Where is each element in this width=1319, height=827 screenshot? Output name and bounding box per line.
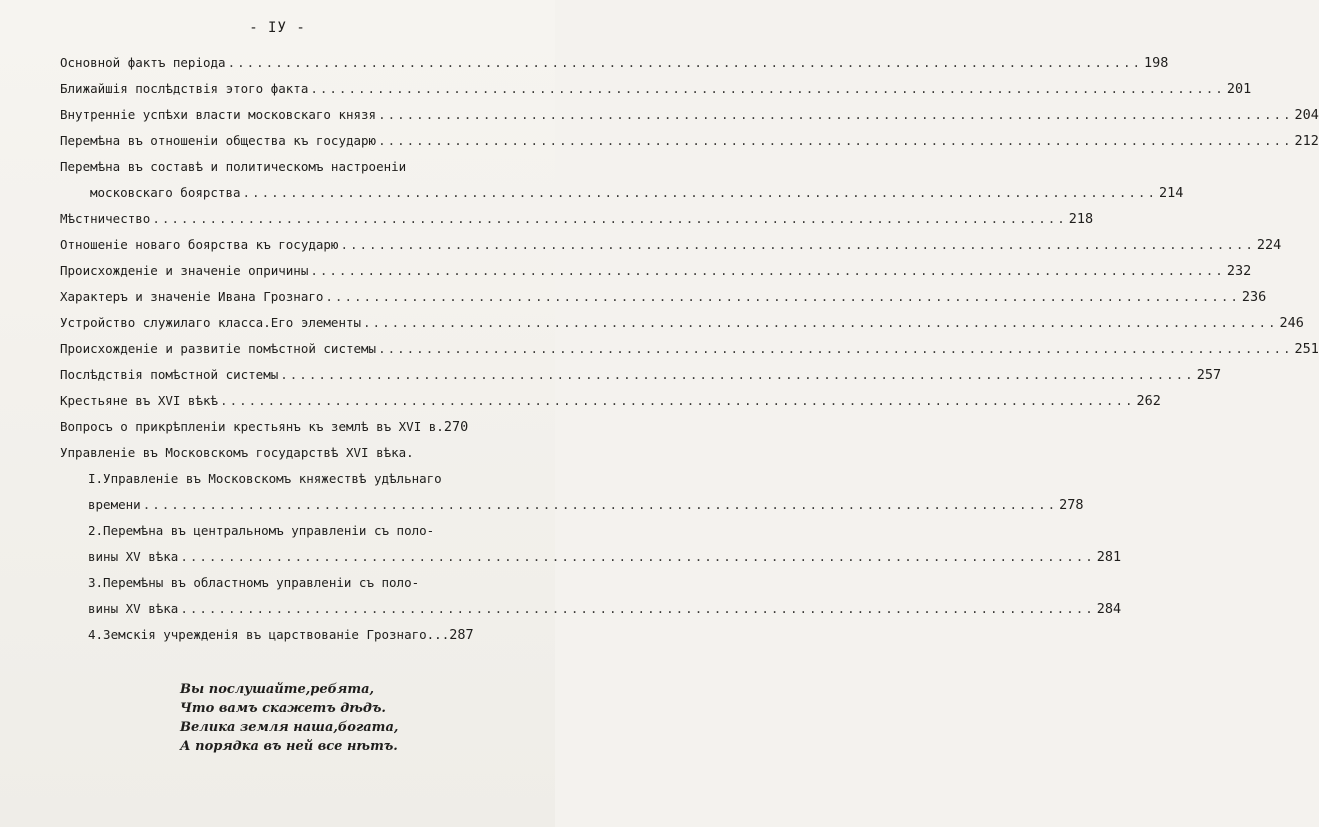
toc-entry [60, 128, 1319, 154]
dot-leader: ................................................................................................ [180, 601, 1095, 616]
toc-entry [60, 206, 1094, 232]
toc-entry-title: Перемѣна въ составѣ и политическомъ настроеніи [60, 159, 407, 174]
toc-entry-title: Вопросъ о прикрѣпленіи крестьянъ къ землѣ въ XVI в. [60, 419, 444, 434]
verse-line: А порядка въ ней все нѣтъ. [180, 739, 398, 754]
toc-entry-title-continued: времени [88, 497, 141, 512]
dot-leader: ................................................................................................ [142, 497, 1058, 512]
toc-entry-title-continued: вины XV вѣка [88, 549, 179, 564]
toc-entry [60, 232, 1282, 258]
toc-entry-page: 204 [1294, 107, 1319, 123]
toc-entry-title: 2.Перемѣна въ центральномъ управленіи съ поло- [88, 523, 435, 538]
dot-leader: ................................................................................................ [280, 367, 1195, 382]
toc-entry [60, 154, 1184, 206]
toc-entry-page: 246 [1279, 315, 1304, 331]
verse-line: Что вамъ скажетъ дѣдъ. [180, 701, 386, 716]
dot-leader: ................................................................................................ [340, 237, 1255, 252]
toc-entry-title: Основной фактъ періода [60, 55, 226, 70]
verse-line: Вы послушайте,ребята, [180, 682, 375, 697]
dot-leader: ................................................................................................ [242, 185, 1157, 200]
toc-entry [60, 258, 1252, 284]
toc-entry-title-continued: вины XV вѣка [88, 601, 179, 616]
verse-line: Велика земля наша,богата, [180, 720, 399, 735]
dot-leader: ................................................................................................ [363, 315, 1278, 330]
toc-entry-title: Послѣдствія помѣстной системы [60, 367, 279, 382]
dot-leader: ................................................................................................ [378, 107, 1293, 122]
toc-entry-page: 236 [1241, 289, 1267, 305]
dot-leader: ................................................................................................ [325, 289, 1240, 304]
toc-entry-page: 212 [1294, 133, 1319, 149]
toc-entry-title-continued: московскаго боярства [90, 185, 241, 200]
toc-entry-title: Внутренніе успѣхи власти московскаго князя [60, 107, 377, 122]
toc-entry [60, 102, 1319, 128]
toc-entry [60, 284, 1267, 310]
toc-entry-page: 278 [1059, 497, 1084, 513]
epigraph-verse [180, 680, 500, 756]
toc-entry [60, 336, 1319, 362]
dot-leader: ................................................................................................ [227, 55, 1143, 70]
toc-entry-title: Ближайшія послѣдствія этого факта [60, 81, 309, 96]
toc-subentry [60, 466, 1084, 518]
toc-entry-page: 201 [1226, 81, 1252, 97]
toc-entry-title: 4.Земскія учрежденія въ царствованіе Грознаго... [88, 627, 450, 642]
toc-entry [60, 362, 1222, 388]
dot-leader: ................................................................................................ [378, 133, 1293, 148]
toc-entry-page: 214 [1158, 185, 1184, 201]
toc-entry [60, 414, 520, 440]
toc-entry-title: Характеръ и значеніе Ивана Грознаго [60, 289, 324, 304]
toc-subentry [60, 622, 520, 648]
toc-entry-page: 281 [1096, 549, 1122, 565]
toc-entry-page: 284 [1096, 601, 1122, 617]
toc-subentry [60, 518, 1122, 570]
toc-section-heading [60, 440, 520, 466]
toc-entry-page: 287 [449, 627, 474, 643]
toc-entry-page: 262 [1136, 393, 1161, 409]
page-folio: - IУ - [249, 20, 306, 36]
toc-entry-page: 224 [1256, 237, 1282, 253]
toc-entry-title: Отношеніе новаго боярства къ государю [60, 237, 339, 252]
dot-leader: ................................................................................................ [152, 211, 1067, 226]
toc-subentry [60, 570, 1122, 622]
dot-leader: ................................................................................................ [220, 393, 1135, 408]
toc-entry-page: 251 [1294, 341, 1319, 357]
toc-entry-page: 232 [1226, 263, 1252, 279]
toc-entry [60, 388, 1161, 414]
toc-entry-page: 218 [1068, 211, 1094, 227]
dot-leader: ................................................................................................ [378, 341, 1293, 356]
toc-entry [60, 310, 1304, 336]
toc-entry-title: Мѣстничество [60, 211, 151, 226]
table-of-contents [60, 50, 1319, 648]
toc-entry-page: 198 [1144, 55, 1169, 71]
toc-entry-title: 3.Перемѣны въ областномъ управленіи съ поло- [88, 575, 420, 590]
toc-entry [60, 76, 1252, 102]
toc-entry-title: I.Управленіе въ Московскомъ княжествѣ удѣльнаго [88, 471, 442, 486]
dot-leader: ................................................................................................ [310, 263, 1225, 278]
toc-entry-page: 257 [1196, 367, 1222, 383]
dot-leader: ................................................................................................ [180, 549, 1095, 564]
toc-entry-title: Происхожденіе и развитіе помѣстной системы [60, 341, 377, 356]
toc-entry-title: Перемѣна въ отношеніи общества къ государю [60, 133, 377, 148]
toc-entry-title: Устройство служилаго класса.Его элементы [60, 315, 362, 330]
toc-entry-title: Управленіе въ Московскомъ государствѣ XVI вѣка. [60, 445, 414, 460]
toc-entry-title: Крестьяне въ XVI вѣкѣ [60, 393, 219, 408]
toc-entry-title: Происхожденіе и значеніе опричины [60, 263, 309, 278]
dot-leader: ................................................................................................ [310, 81, 1225, 96]
toc-entry [60, 50, 1169, 76]
toc-entry-page: 270 [443, 419, 469, 435]
